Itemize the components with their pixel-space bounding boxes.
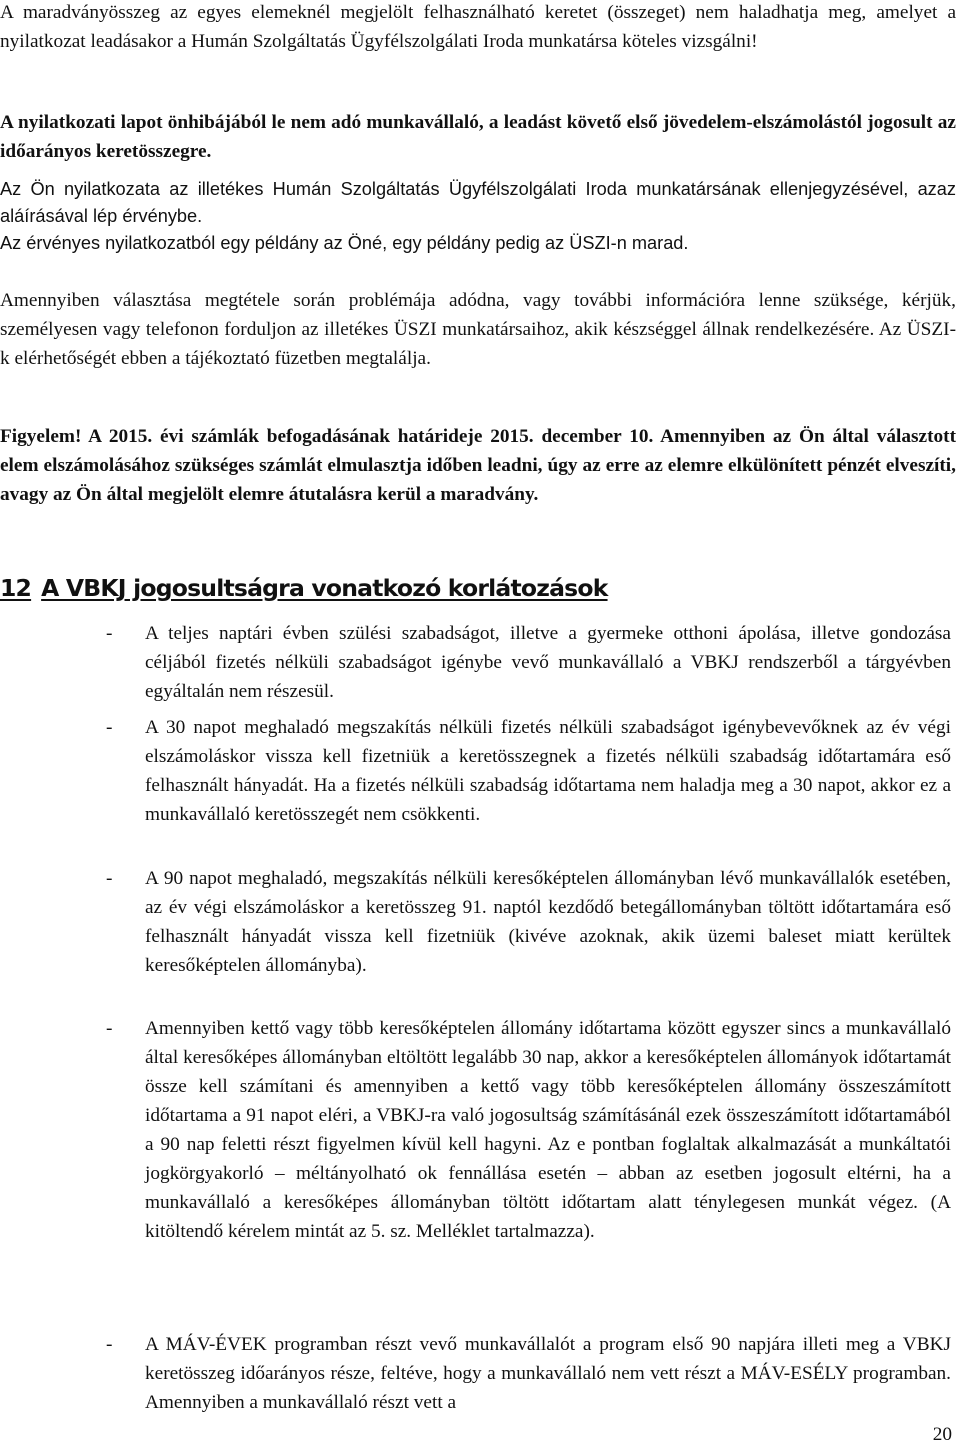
list-item-text: A 30 napot meghaladó megszakítás nélküli fizetés nélküli szabadságot igénybevevőknek az év végi elszámoláskor vissza kell fizetniük a keretösszegnek a fizetés nélküli szabadság időtartamára eső felhasznált hányadát. Ha a fizetés nélküli szabadság időtartama nem haladja meg a 30 napot, akkor ez a munkavállaló keretösszegét nem csökkenti. bbox=[145, 717, 951, 825]
list-item-text: Amennyiben kettő vagy több keresőképtelen állomány időtartama között egyszer sincs a munkavállaló által keresőképes állományban eltöltött legalább 30 nap, akkor a keresőképtelen állományok időtartamát össze kell számítani és amennyiben a kettő vagy több keresőképtelen állomány összeszámított időtartama a 91 napot eléri, a VBKJ-ra való jogosultság számításánál ezek összeszámított időtartamából a 90 nap feletti részt figyelmen kívül kell hagyni. Az e pontban foglaltak alkalmazását a munkáltatói jogkörgyakorló – méltányolható ok fennállása esetén – abban az esetben jogosult eltérni, ha a munkavállaló a keresőképes állományban töltött időtartam alatt ténylegesen munkát végez. (A kitöltendő kérelem mintát az 5. sz. Melléklet tartalmazza). bbox=[145, 1018, 951, 1242]
list-item bbox=[0, 1014, 956, 1246]
list-item bbox=[0, 619, 956, 706]
page-number: 20 bbox=[932, 1424, 952, 1445]
list-item-text: A 90 napot meghaladó, megszakítás nélküli keresőképtelen állományban lévő munkavállalók esetében, az év végi elszámoláskor a keretösszeg 91. naptól kezdődő betegállományban töltött időtartamára eső felhasznált hányadát vissza kell fizetniük (kivéve azoknak, akik üzemi baleset miatt kerültek keresőképtelen állományba). bbox=[145, 868, 951, 976]
paragraph-warning-deadline: Figyelem! A 2015. évi számlák befogadásának határideje 2015. december 10. Amennyiben az Ön által választott elem elszámolásához szükséges számlát elmulasztja időben leadni, úgy az erre az elemre elkülönített pénzét elveszíti, avagy az Ön által megjelölt elemre átutalásra kerül a maradvány. bbox=[0, 426, 956, 505]
list-bullet: - bbox=[106, 868, 113, 889]
list-item-text: A MÁV-ÉVEK programban részt vevő munkavállalót a program első 90 napjára illeti meg a VBKJ keretösszeg időarányos része, feltéve, hogy a munkavállaló nem vett részt a MÁV-ESÉLY programban. Amennyiben a munkavállaló részt vett a bbox=[145, 1334, 951, 1413]
paragraph-late-submission: A nyilatkozati lapot önhibájából le nem adó munkavállaló, a leadást követő első jövedelem-elszámolástól jogosult az időarányos keretösszegre. bbox=[0, 112, 956, 162]
section-number: 12 bbox=[0, 574, 32, 602]
list-bullet: - bbox=[106, 1334, 113, 1355]
paragraph-validity: Az Ön nyilatkozata az illetékes Humán Szolgáltatás Ügyfélszolgálati Iroda munkatársának ellenjegyzésével, azaz aláírásával lép érvénybe. bbox=[0, 179, 956, 226]
list-item bbox=[0, 1330, 956, 1417]
paragraph-copies: Az érvényes nyilatkozatból egy példány az Öné, egy példány pedig az ÜSZI-n marad. bbox=[0, 233, 689, 253]
paragraph-remaining-amount: A maradványösszeg az egyes elemeknél megjelölt felhasználható keretet (összeget) nem haladhatja meg, amelyet a nyilatkozat leadásakor a Humán Szolgáltatás Ügyfélszolgálati Iroda munkatársa köteles vizsgálni! bbox=[0, 2, 956, 52]
list-item bbox=[0, 713, 956, 829]
list-item bbox=[0, 864, 956, 980]
list-item-text: A teljes naptári évben szülési szabadságot, illetve a gyermeke otthoni ápolása, illetve gondozása céljából fizetés nélküli szabadságot igénybe vevő munkavállaló a VBKJ rendszerből a tárgyévben egyáltalán nem részesül. bbox=[145, 623, 951, 702]
list-bullet: - bbox=[106, 623, 113, 644]
list-bullet: - bbox=[106, 717, 113, 738]
list-bullet: - bbox=[106, 1018, 113, 1039]
section-title: A VBKJ jogosultságra vonatkozó korlátozások bbox=[41, 574, 608, 602]
paragraph-contact-info: Amennyiben választása megtétele során problémája adódna, vagy további információra lenne szüksége, kérjük, személyesen vagy telefonon forduljon az illetékes ÜSZI munkatársaihoz, akik készséggel állnak rendelkezésére. Az ÜSZI-k elérhetőségét ebben a tájékoztató füzetben megtalálja. bbox=[0, 290, 956, 369]
section-heading bbox=[0, 571, 608, 605]
